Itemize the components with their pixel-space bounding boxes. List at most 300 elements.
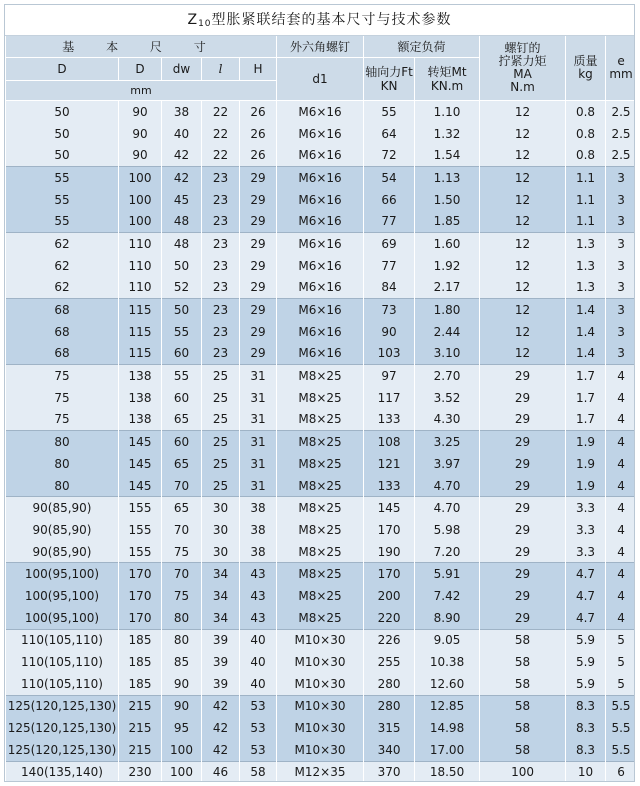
table-cell: 31	[240, 475, 277, 497]
table-cell: 5	[606, 651, 635, 673]
table-cell: 220	[364, 607, 415, 629]
table-cell: 3.52	[415, 387, 480, 409]
table-cell: 280	[364, 695, 415, 717]
table-cell: 52	[162, 277, 202, 299]
table-cell: 133	[364, 475, 415, 497]
table-cell: 42	[202, 739, 240, 761]
table-cell: 29	[480, 409, 566, 431]
table-cell: 26	[240, 123, 277, 145]
header-col-l: l	[202, 58, 240, 81]
table-cell: 3.3	[566, 541, 606, 563]
table-cell: M10×30	[277, 651, 364, 673]
table-cell: 1.32	[415, 123, 480, 145]
header-col-H: H	[240, 58, 277, 81]
table-cell: 226	[364, 629, 415, 651]
table-cell: M8×25	[277, 585, 364, 607]
table-cell: 108	[364, 431, 415, 453]
title-text: 型胀紧联结套的基本尺寸与技术参数	[211, 12, 452, 28]
table-row	[6, 210, 636, 232]
table-cell: 12	[480, 144, 566, 166]
table-cell: 34	[202, 585, 240, 607]
table-cell: 77	[364, 210, 415, 232]
table-cell: 1.9	[566, 453, 606, 475]
table-cell: 31	[240, 453, 277, 475]
table-cell: 80	[162, 607, 202, 629]
table-row	[6, 431, 636, 453]
table-cell: 215	[119, 695, 162, 717]
table-row	[6, 321, 636, 343]
table-cell: 25	[202, 453, 240, 475]
table-row	[6, 123, 636, 145]
table-row	[6, 563, 636, 585]
table-cell: 53	[240, 739, 277, 761]
table-cell: 12	[480, 123, 566, 145]
table-cell: 29	[480, 585, 566, 607]
table-row	[6, 409, 636, 431]
table-cell: 43	[240, 607, 277, 629]
table-cell: 3	[606, 210, 635, 232]
table-cell: 25	[202, 409, 240, 431]
table-cell: M8×25	[277, 563, 364, 585]
table-cell: 2.5	[606, 123, 635, 145]
table-cell: 5.98	[415, 519, 480, 541]
table-cell: 138	[119, 409, 162, 431]
table-cell: 12	[480, 167, 566, 189]
table-cell: 29	[480, 453, 566, 475]
table-cell: 1.50	[415, 189, 480, 211]
header-col-D2: D	[119, 58, 162, 81]
table-row	[6, 717, 636, 739]
table-cell: 23	[202, 299, 240, 321]
table-cell: 60	[162, 387, 202, 409]
table-cell: 1.1	[566, 210, 606, 232]
table-cell: 2.44	[415, 321, 480, 343]
header-col-dw: dw	[162, 58, 202, 81]
table-cell: 3.10	[415, 343, 480, 365]
table-cell: 4	[606, 453, 635, 475]
table-cell: 1.4	[566, 321, 606, 343]
table-cell: 70	[162, 475, 202, 497]
table-cell: 4.30	[415, 409, 480, 431]
table-cell: 29	[240, 299, 277, 321]
table-row	[6, 497, 636, 519]
table-cell: 23	[202, 277, 240, 299]
table-cell: 5.5	[606, 717, 635, 739]
table-cell: 65	[162, 409, 202, 431]
table-cell: M10×30	[277, 739, 364, 761]
table-cell: 29	[240, 189, 277, 211]
table-cell: 4	[606, 431, 635, 453]
table-cell: 115	[119, 321, 162, 343]
table-cell: 0.8	[566, 144, 606, 166]
table-cell: 4.7	[566, 607, 606, 629]
table-cell: M8×25	[277, 431, 364, 453]
table-cell: 4	[606, 365, 635, 387]
table-cell: 10.38	[415, 651, 480, 673]
table-cell: 23	[202, 233, 240, 255]
table-cell: 29	[480, 431, 566, 453]
table-cell: 8.3	[566, 717, 606, 739]
table-cell: 14.98	[415, 717, 480, 739]
table-cell: 2.5	[606, 144, 635, 166]
header-basic-dims: 基 本 尺 寸	[6, 36, 277, 58]
table-cell: 110(105,110)	[6, 651, 119, 673]
table-cell: M8×25	[277, 453, 364, 475]
table-cell: 60	[162, 343, 202, 365]
table-cell: 38	[240, 519, 277, 541]
table-cell: 12	[480, 299, 566, 321]
table-cell: 5.9	[566, 629, 606, 651]
table-cell: 90(85,90)	[6, 497, 119, 519]
table-cell: 22	[202, 123, 240, 145]
table-cell: M6×16	[277, 167, 364, 189]
table-cell: M6×16	[277, 321, 364, 343]
table-cell: 4.70	[415, 497, 480, 519]
table-cell: 4	[606, 563, 635, 585]
table-cell: 29	[240, 167, 277, 189]
table-cell: 31	[240, 365, 277, 387]
table-row	[6, 629, 636, 651]
table-cell: 29	[240, 233, 277, 255]
table-cell: 70	[162, 563, 202, 585]
table-cell: 3	[606, 299, 635, 321]
table-row	[6, 299, 636, 321]
table-cell: 12	[480, 343, 566, 365]
table-cell: M6×16	[277, 123, 364, 145]
table-cell: 340	[364, 739, 415, 761]
table-cell: 155	[119, 519, 162, 541]
title-subscript: 10	[198, 19, 212, 29]
table-cell: 62	[6, 255, 119, 277]
table-cell: 26	[240, 101, 277, 123]
table-cell: 31	[240, 409, 277, 431]
table-cell: 0.8	[566, 123, 606, 145]
table-cell: 4	[606, 519, 635, 541]
table-cell: 145	[119, 475, 162, 497]
table-cell: 30	[202, 497, 240, 519]
table-cell: 115	[119, 343, 162, 365]
table-cell: 3.97	[415, 453, 480, 475]
table-cell: 26	[240, 144, 277, 166]
table-cell: 12	[480, 233, 566, 255]
table-cell: 68	[6, 299, 119, 321]
table-row	[6, 255, 636, 277]
table-cell: 1.92	[415, 255, 480, 277]
table-row	[6, 585, 636, 607]
table-cell: 1.10	[415, 101, 480, 123]
table-cell: 115	[119, 299, 162, 321]
table-cell: 110(105,110)	[6, 629, 119, 651]
table-cell: 58	[240, 761, 277, 782]
table-cell: M8×25	[277, 387, 364, 409]
table-cell: 100(95,100)	[6, 563, 119, 585]
table-row	[6, 453, 636, 475]
table-cell: 80	[6, 475, 119, 497]
table-cell: 75	[162, 541, 202, 563]
table-cell: 9.05	[415, 629, 480, 651]
table-cell: 62	[6, 277, 119, 299]
table-cell: 53	[240, 695, 277, 717]
table-cell: 90(85,90)	[6, 519, 119, 541]
table-cell: 30	[202, 519, 240, 541]
table-cell: 80	[6, 431, 119, 453]
table-cell: 34	[202, 607, 240, 629]
table-cell: 100	[119, 189, 162, 211]
table-cell: 90	[162, 695, 202, 717]
table-cell: 12	[480, 277, 566, 299]
table-cell: 53	[240, 717, 277, 739]
table-cell: 72	[364, 144, 415, 166]
table-cell: 97	[364, 365, 415, 387]
table-cell: 29	[480, 563, 566, 585]
table-cell: 1.54	[415, 144, 480, 166]
table-cell: 42	[162, 144, 202, 166]
table-cell: 48	[162, 210, 202, 232]
table-cell: 1.3	[566, 233, 606, 255]
title-prefix: Z	[187, 12, 199, 28]
table-cell: 3	[606, 167, 635, 189]
table-cell: 200	[364, 585, 415, 607]
table-cell: 1.7	[566, 365, 606, 387]
table-cell: 39	[202, 673, 240, 695]
table-cell: M6×16	[277, 233, 364, 255]
header-rated-load: 额定负荷	[364, 36, 480, 58]
table-row	[6, 607, 636, 629]
table-cell: 66	[364, 189, 415, 211]
table-cell: 215	[119, 739, 162, 761]
table-cell: 140(135,140)	[6, 761, 119, 782]
table-cell: 4.70	[415, 475, 480, 497]
table-cell: 58	[480, 651, 566, 673]
table-cell: 42	[202, 695, 240, 717]
header-mass: 质量 kg	[566, 36, 606, 101]
table-cell: M8×25	[277, 409, 364, 431]
table-cell: M6×16	[277, 210, 364, 232]
table-cell: 170	[119, 563, 162, 585]
table-cell: 38	[240, 541, 277, 563]
table-cell: 77	[364, 255, 415, 277]
table-cell: 121	[364, 453, 415, 475]
table-cell: 5	[606, 673, 635, 695]
table-cell: 1.13	[415, 167, 480, 189]
header-axial-force: 轴向力Ft KN	[364, 58, 415, 101]
table-cell: 8.3	[566, 695, 606, 717]
table-cell: 23	[202, 255, 240, 277]
table-cell: 4	[606, 585, 635, 607]
table-cell: 5.9	[566, 651, 606, 673]
table-cell: 48	[162, 233, 202, 255]
table-cell: M8×25	[277, 365, 364, 387]
table-cell: 1.85	[415, 210, 480, 232]
table-cell: M8×25	[277, 541, 364, 563]
table-cell: 18.50	[415, 761, 480, 782]
table-cell: 58	[480, 717, 566, 739]
table-cell: 138	[119, 387, 162, 409]
table-cell: 5.5	[606, 739, 635, 761]
table-cell: 75	[6, 409, 119, 431]
table-cell: 34	[202, 563, 240, 585]
table-cell: 12	[480, 189, 566, 211]
table-cell: 25	[202, 431, 240, 453]
header-col-D: D	[6, 58, 119, 81]
table-cell: 2.70	[415, 365, 480, 387]
table-cell: 38	[240, 497, 277, 519]
table-cell: 155	[119, 541, 162, 563]
table-cell: 58	[480, 739, 566, 761]
table-cell: 185	[119, 673, 162, 695]
table-cell: 5	[606, 629, 635, 651]
table-cell: 75	[6, 387, 119, 409]
table-cell: 125(120,125,130)	[6, 739, 119, 761]
table-cell: 4.7	[566, 563, 606, 585]
table-cell: 58	[480, 695, 566, 717]
table-cell: 55	[6, 210, 119, 232]
table-cell: 29	[480, 475, 566, 497]
table-row	[6, 651, 636, 673]
table-cell: 3	[606, 343, 635, 365]
table-cell: M6×16	[277, 189, 364, 211]
table-cell: 50	[6, 123, 119, 145]
table-cell: 12.60	[415, 673, 480, 695]
table-cell: 25	[202, 365, 240, 387]
table-cell: 38	[162, 101, 202, 123]
table-cell: M6×16	[277, 299, 364, 321]
table-cell: 145	[119, 431, 162, 453]
table-cell: 3	[606, 277, 635, 299]
table-cell: 58	[480, 673, 566, 695]
table-cell: 40	[162, 123, 202, 145]
table-cell: 22	[202, 101, 240, 123]
table-cell: 29	[240, 277, 277, 299]
table-cell: 39	[202, 629, 240, 651]
table-cell: 46	[202, 761, 240, 782]
header-unit-mm: mm	[6, 80, 277, 100]
table-cell: M8×25	[277, 497, 364, 519]
table-cell: 5.91	[415, 563, 480, 585]
table-cell: 25	[202, 475, 240, 497]
table-cell: 55	[162, 321, 202, 343]
table-cell: 4	[606, 607, 635, 629]
table-cell: M10×30	[277, 673, 364, 695]
table-cell: 2.17	[415, 277, 480, 299]
table-cell: M6×16	[277, 343, 364, 365]
table-cell: 100	[162, 739, 202, 761]
table-row	[6, 233, 636, 255]
table-cell: 7.20	[415, 541, 480, 563]
table-row	[6, 277, 636, 299]
table-cell: 1.7	[566, 409, 606, 431]
table-cell: 10	[566, 761, 606, 782]
table-row	[6, 739, 636, 761]
table-cell: 43	[240, 563, 277, 585]
table-cell: 22	[202, 144, 240, 166]
table-title	[5, 5, 634, 36]
table-cell: 4	[606, 475, 635, 497]
table-cell: 1.4	[566, 299, 606, 321]
table-cell: 45	[162, 189, 202, 211]
table-cell: M10×30	[277, 717, 364, 739]
table-cell: 90	[162, 673, 202, 695]
table-cell: 138	[119, 365, 162, 387]
table-cell: 58	[480, 629, 566, 651]
spec-table-body	[6, 101, 636, 783]
table-cell: 145	[364, 497, 415, 519]
table-cell: 42	[162, 167, 202, 189]
table-cell: 80	[6, 453, 119, 475]
table-row	[6, 541, 636, 563]
table-cell: 255	[364, 651, 415, 673]
table-cell: 1.3	[566, 277, 606, 299]
table-cell: 1.80	[415, 299, 480, 321]
table-cell: 3	[606, 321, 635, 343]
table-cell: 85	[162, 651, 202, 673]
table-cell: 1.1	[566, 167, 606, 189]
table-cell: 55	[162, 365, 202, 387]
table-cell: 100	[162, 761, 202, 782]
table-cell: 103	[364, 343, 415, 365]
table-cell: 42	[202, 717, 240, 739]
table-cell: 1.9	[566, 475, 606, 497]
table-cell: 90	[364, 321, 415, 343]
table-cell: 100	[480, 761, 566, 782]
table-row	[6, 167, 636, 189]
table-row	[6, 365, 636, 387]
table-cell: 4	[606, 541, 635, 563]
table-cell: 185	[119, 651, 162, 673]
table-row	[6, 695, 636, 717]
header-bolt: 外六角螺钉	[277, 36, 364, 58]
header-torque: 转矩Mt KN.m	[415, 58, 480, 101]
table-cell: 215	[119, 717, 162, 739]
table-cell: 29	[480, 497, 566, 519]
table-cell: 40	[240, 629, 277, 651]
table-cell: 54	[364, 167, 415, 189]
table-cell: 3	[606, 189, 635, 211]
header-tightening-torque: 螺钉的 拧紧力矩 MA N.m	[480, 36, 566, 101]
table-cell: 125(120,125,130)	[6, 717, 119, 739]
table-cell: M6×16	[277, 255, 364, 277]
table-cell: 190	[364, 541, 415, 563]
table-cell: 55	[364, 101, 415, 123]
table-cell: 185	[119, 629, 162, 651]
table-cell: 170	[364, 519, 415, 541]
table-row	[6, 519, 636, 541]
table-row	[6, 673, 636, 695]
table-cell: 0.8	[566, 101, 606, 123]
table-cell: 1.3	[566, 255, 606, 277]
table-cell: 100(95,100)	[6, 585, 119, 607]
table-cell: 12.85	[415, 695, 480, 717]
table-cell: 12	[480, 210, 566, 232]
table-cell: 84	[364, 277, 415, 299]
table-cell: 23	[202, 210, 240, 232]
table-cell: 75	[6, 365, 119, 387]
table-row	[6, 101, 636, 123]
table-cell: 29	[480, 387, 566, 409]
table-cell: 95	[162, 717, 202, 739]
table-cell: 65	[162, 497, 202, 519]
table-cell: 5.5	[606, 695, 635, 717]
table-cell: 100(95,100)	[6, 607, 119, 629]
table-cell: 170	[119, 585, 162, 607]
table-cell: M6×16	[277, 101, 364, 123]
table-cell: 64	[364, 123, 415, 145]
table-cell: 155	[119, 497, 162, 519]
table-cell: 4.7	[566, 585, 606, 607]
table-row	[6, 761, 636, 782]
table-cell: 70	[162, 519, 202, 541]
table-cell: 40	[240, 673, 277, 695]
